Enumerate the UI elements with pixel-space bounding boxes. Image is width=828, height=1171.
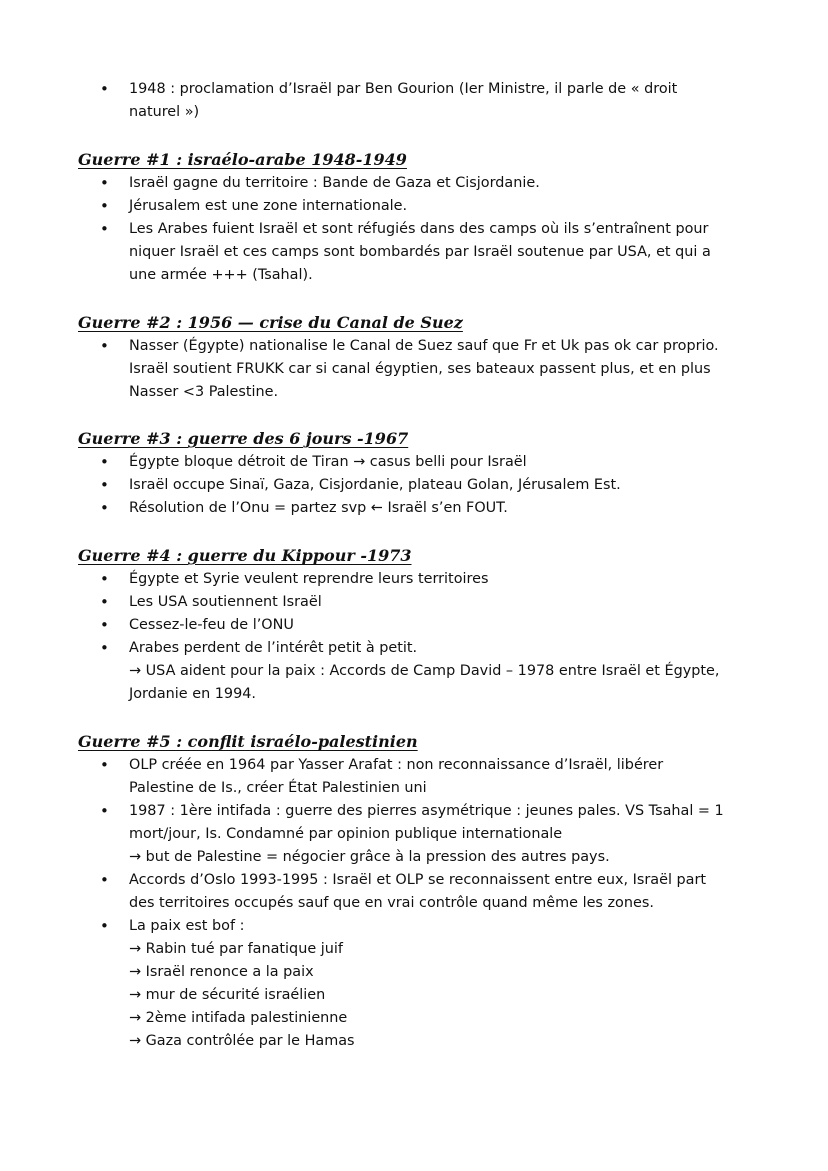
item-text: • Les USA soutiennent Israël	[129, 594, 322, 610]
list-item	[100, 451, 778, 474]
intro-list	[100, 78, 780, 124]
item-text: Israël soutient FRUKK car si canal égyptien, ses bateaux passent plus, et en plus	[129, 361, 711, 377]
section-war-4	[78, 545, 778, 706]
section-war-2	[78, 312, 778, 404]
bullet-list	[78, 451, 778, 520]
item-text: • Cessez-le-feu de l’ONU	[129, 617, 294, 633]
item-text: Palestine de Is., créer État Palestinien uni	[129, 780, 427, 796]
list-item	[100, 591, 778, 614]
list-item	[100, 195, 778, 218]
item-text: → mur de sécurité israélien	[129, 987, 326, 1003]
item-text: Jordanie en 1994.	[129, 686, 256, 702]
item-text: • Israël gagne du territoire : Bande de Gaza et Cisjordanie.	[129, 175, 540, 191]
bullet-list	[78, 172, 778, 287]
item-text: • Nasser (Égypte) nationalise le Canal de Suez sauf que Fr et Uk pas ok car proprio.	[129, 338, 719, 354]
list-item	[100, 915, 778, 1053]
item-text: → Gaza contrôlée par le Hamas	[129, 1033, 355, 1049]
list-item	[100, 568, 778, 591]
item-text: • Les Arabes fuient Israël et sont réfugiés dans des camps où ils s’entraînent pour	[129, 221, 709, 237]
item-text: • Égypte et Syrie veulent reprendre leurs territoires	[129, 571, 489, 587]
item-text: • Jérusalem est une zone internationale.	[129, 198, 408, 214]
list-item	[100, 335, 778, 404]
item-text: → USA aident pour la paix : Accords de Camp David – 1978 entre Israël et Égypte,	[129, 663, 720, 679]
item-text: • Israël occupe Sinaï, Gaza, Cisjordanie, plateau Golan, Jérusalem Est.	[129, 477, 621, 493]
bullet-list	[78, 335, 778, 404]
section-war-1	[78, 149, 778, 287]
section-heading: Guerre #3 : guerre des 6 jours -1967	[78, 429, 409, 448]
list-item	[100, 754, 778, 800]
item-text: • Résolution de l’Onu = partez svp ← Israël s’en FOUT.	[129, 500, 508, 516]
list-item	[100, 218, 778, 287]
item-text: • 1987 : 1ère intifada : guerre des pierres asymétrique : jeunes pales. VS Tsahal = 1	[129, 803, 724, 819]
list-item	[100, 78, 780, 124]
section-heading: Guerre #2 : 1956 — crise du Canal de Suez	[78, 313, 463, 332]
item-text: → 2ème intifada palestinienne	[129, 1010, 348, 1026]
list-item	[100, 869, 778, 915]
list-item	[100, 614, 778, 637]
item-text: • 1948 : proclamation d’Israël par Ben Gourion (Ier Ministre, il parle de « droit	[129, 81, 678, 97]
bullet-list	[78, 568, 778, 706]
list-item	[100, 172, 778, 195]
item-text: niquer Israël et ces camps sont bombardés par Israël soutenue par USA, et qui a	[129, 244, 711, 260]
list-item	[100, 637, 778, 706]
section-war-3	[78, 428, 778, 520]
item-text: → Rabin tué par fanatique juif	[129, 941, 343, 957]
item-text: des territoires occupés sauf que en vrai contrôle quand même les zones.	[129, 895, 654, 911]
section-war-5	[78, 731, 778, 1053]
intro-block	[100, 78, 780, 124]
section-heading: Guerre #5 : conflit israélo-palestinien	[78, 732, 418, 751]
list-item	[100, 474, 778, 497]
bullet-list	[78, 754, 778, 1053]
item-text: • OLP créée en 1964 par Yasser Arafat : non reconnaissance d’Israël, libérer	[129, 757, 664, 773]
item-text: • La paix est bof :	[129, 918, 245, 934]
item-text: naturel »)	[129, 104, 200, 120]
item-text: • Arabes perdent de l’intérêt petit à petit.	[129, 640, 418, 656]
item-text: mort/jour, Is. Condamné par opinion publique internationale	[129, 826, 563, 842]
item-text: • Égypte bloque détroit de Tiran → casus belli pour Israël	[129, 454, 527, 470]
section-heading: Guerre #1 : israélo-arabe 1948-1949	[78, 150, 407, 169]
section-heading: Guerre #4 : guerre du Kippour -1973	[78, 546, 412, 565]
item-text: → but de Palestine = négocier grâce à la pression des autres pays.	[129, 849, 610, 865]
item-text: • Accords d’Oslo 1993-1995 : Israël et OLP se reconnaissent entre eux, Israël part	[129, 872, 707, 888]
list-item	[100, 800, 778, 869]
item-text: une armée +++ (Tsahal).	[129, 267, 313, 283]
list-item	[100, 497, 778, 520]
item-text: → Israël renonce a la paix	[129, 964, 314, 980]
item-text: Nasser <3 Palestine.	[129, 384, 279, 400]
